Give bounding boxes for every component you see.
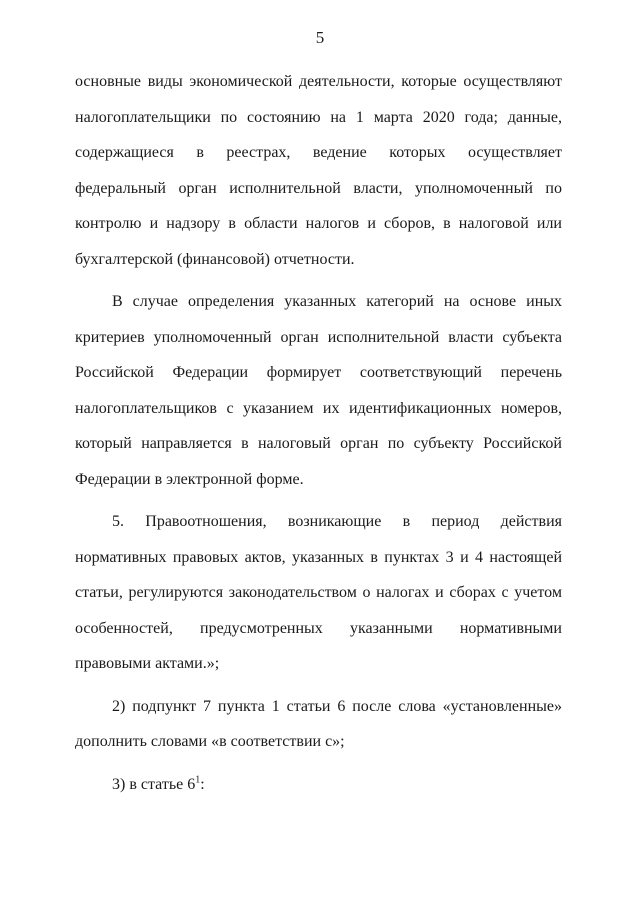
paragraph-item-3 xyxy=(75,767,562,803)
item-3-suffix: : xyxy=(200,775,205,793)
page-number: 5 xyxy=(315,28,325,47)
item-3-text: 3) в статье 6 xyxy=(112,775,196,793)
document-body xyxy=(75,64,562,802)
item-3-superscript: 1 xyxy=(195,774,201,786)
paragraph-categories-criteria: В случае определения указанных категорий на основе иных критериев уполномоченный орган исполнительной власти субъекта Российской Федерации формирует соответствующий перечень налогоплательщиков с указанием их идентификационных номеров, который направляется в налоговый орган по субъекту Российской Федерации в электронной форме. xyxy=(75,293,562,488)
paragraph-item-2: 2) подпункт 7 пункта 1 статьи 6 после слова «установленные» дополнить словами «в соответствии с»; xyxy=(75,697,562,750)
paragraph-item-5: 5. Правоотношения, возникающие в период действия нормативных правовых актов, указанных в пунктах 3 и 4 настоящей статьи, регулируются законодательством о налогах и сборах с учетом особенностей, предусмотренных указанными нормативными правовыми актами.»; xyxy=(75,513,562,672)
paragraph-continuation: основные виды экономической деятельности, которые осуществляют налогоплательщики по состоянию на 1 марта 2020 года; данные, содержащиеся в реестрах, ведение которых осуществляет федеральный орган исполнительной власти, уполномоченный по контролю и надзору в области налогов и сборов, в налоговой или бухгалтерской (финансовой) отчетности. xyxy=(75,73,562,268)
